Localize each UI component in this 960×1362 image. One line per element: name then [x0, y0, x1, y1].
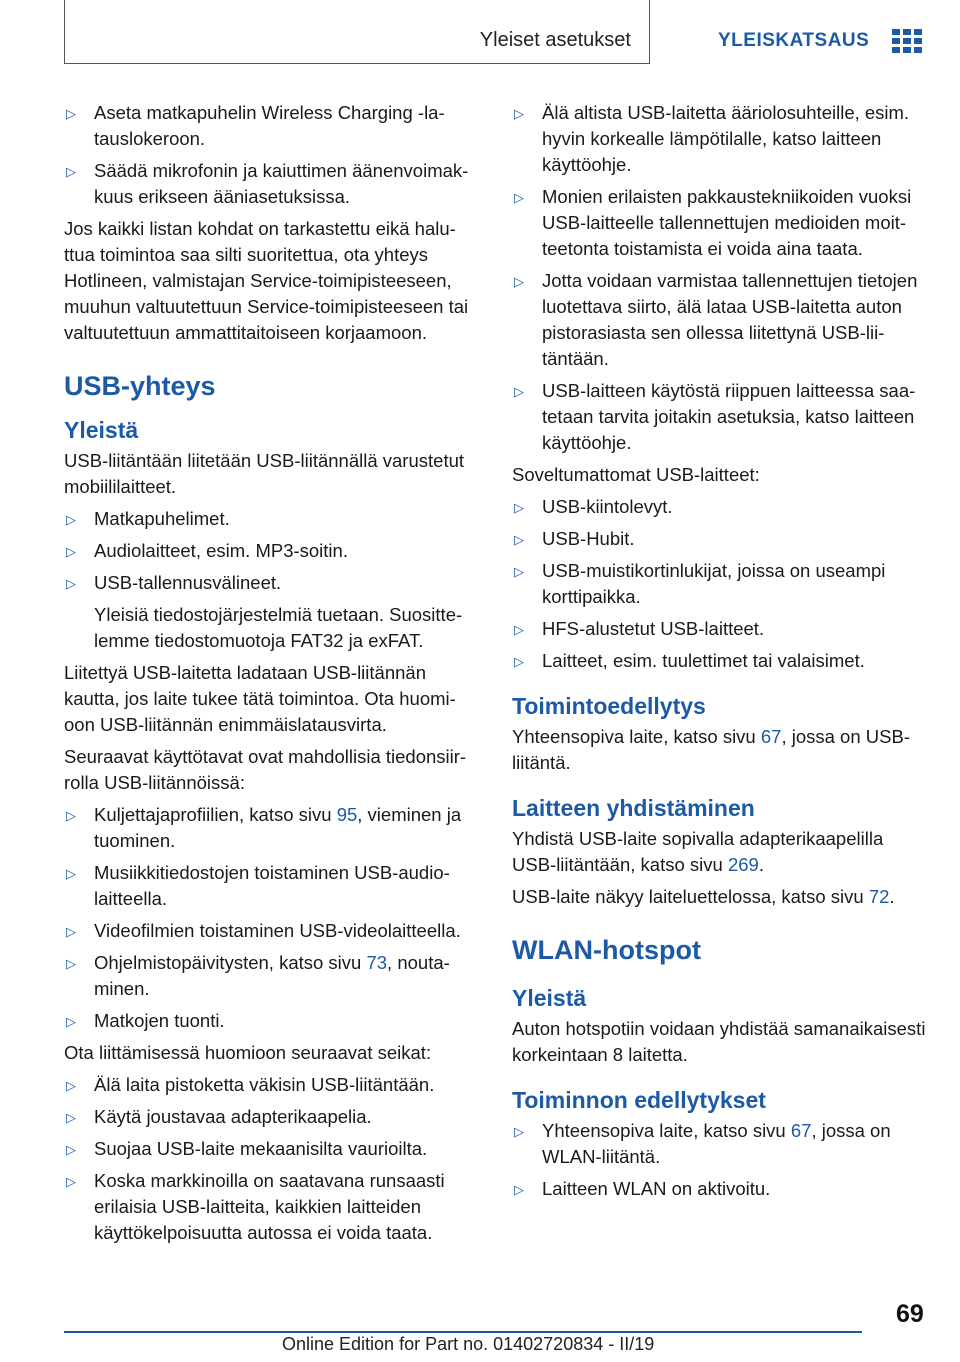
list-item-note: Yleisiä tiedostojärjestelmiä tuetaan. Suosittelemme tiedostomuotoja FAT32 ja exFAT. — [94, 604, 463, 651]
bullet-triangle-icon: ▷ — [66, 164, 76, 179]
subheading-toimintoedellytys: Toimintoedellytys — [512, 693, 706, 719]
list-item: ▷ USB-muistikortinlukijat, joissa on useampi korttipaikka. — [514, 560, 886, 607]
page-link[interactable]: 67 — [760, 726, 782, 747]
bullet-triangle-icon: ▷ — [514, 1124, 524, 1139]
paragraph: Yhteensopiva laite, katso sivu 67, jossa on USB-liitäntä. — [512, 726, 910, 773]
list-item: ▷ USB-Hubit. — [512, 526, 926, 552]
page-link[interactable]: 73 — [366, 952, 388, 973]
bullet-triangle-icon: ▷ — [514, 622, 524, 637]
page-number: 69 — [896, 1300, 924, 1328]
list-item: ▷ Audiolaitteet, esim. MP3-soitin. — [64, 538, 476, 564]
list-item: ▷ Videofilmien toistaminen USB-videolaitteella. — [64, 918, 476, 944]
bullet-triangle-icon: ▷ — [66, 576, 76, 591]
subheading-yleista: Yleistä — [64, 417, 139, 443]
paragraph: Soveltumattomat USB-laitteet: — [512, 464, 760, 485]
bullet-triangle-icon: ▷ — [66, 512, 76, 527]
bullet-triangle-icon: ▷ — [66, 808, 76, 823]
bullet-triangle-icon: ▷ — [514, 1182, 524, 1197]
grid-icon — [892, 29, 922, 53]
paragraph: Liitettyä USB-laitetta ladataan USB-liitännän kautta, jos laite tukee tätä toimintoa. Ota huomioon USB-liitännän enimmäislatausvirta. — [64, 662, 456, 735]
bullet-triangle-icon: ▷ — [66, 544, 76, 559]
list-item: ▷ USB-laitteen käytöstä riippuen laitteessa saatetaan tarvita joitakin asetuksia, katso laitteen käyttöohje. — [514, 380, 916, 453]
page-link[interactable]: 269 — [727, 854, 759, 875]
footer-divider — [64, 1331, 862, 1333]
bullet-triangle-icon: ▷ — [66, 1014, 76, 1029]
list-item: ▷ Älä altista USB-laitetta ääriolosuhteille, esim. hyvin korkealle lämpötilalle, katso laitteen käyttöohje. — [514, 102, 910, 175]
bullet-triangle-icon: ▷ — [514, 274, 524, 289]
bullet-triangle-icon: ▷ — [66, 1078, 76, 1093]
paragraph: Yhdistä USB-laite sopivalla adapterikaapelilla USB-liitäntään, katso sivu 269. — [512, 828, 884, 875]
section-heading-usb: USB-yhteys — [64, 371, 216, 401]
list-item: ▷ HFS-alustetut USB-laitteet. — [512, 616, 926, 642]
list-item: ▷ Monien erilaisten pakkaustekniikoiden vuoksi USB-laitteelle tallennettujen medioiden moitteetonta toistamista ei voida aina taata. — [514, 186, 912, 259]
bullet-triangle-icon: ▷ — [66, 956, 76, 971]
bullet-triangle-icon: ▷ — [514, 654, 524, 669]
list-item: ▷ Säädä mikrofonin ja kaiuttimen äänenvoimakkuus erikseen ääniasetuksissa. — [66, 160, 469, 207]
right-column — [512, 100, 926, 1208]
header-section-title: Yleiset asetukset — [479, 29, 631, 51]
list-item: ▷ Laitteet, esim. tuulettimet tai valaisimet. — [512, 648, 926, 674]
list-item: ▷ Jotta voidaan varmistaa tallennettujen tietojen luotettava siirto, älä lataa USB-laitetta auton pistorasiasta sen ollessa liitettynä USB-liitäntään. — [514, 270, 918, 369]
bullet-triangle-icon: ▷ — [514, 564, 524, 579]
subheading-edellytykset: Toiminnon edellytykset — [512, 1087, 766, 1113]
paragraph: USB-liitäntään liitetään USB-liitännällä varustetut mobiililaitteet. — [64, 450, 465, 497]
list-item: ▷ Käytä joustavaa adapterikaapelia. — [64, 1104, 476, 1130]
page-link[interactable]: 67 — [790, 1120, 812, 1141]
list-item: ▷ USB-kiintolevyt. — [512, 494, 926, 520]
page-link[interactable]: 72 — [868, 886, 890, 907]
page-link[interactable]: 95 — [336, 804, 358, 825]
subheading-yhdistaminen: Laitteen yhdistäminen — [512, 795, 755, 821]
bullet-triangle-icon: ▷ — [66, 866, 76, 881]
list-item: ▷ Koska markkinoilla on saatavana runsaasti erilaisia USB-laitteita, kaikkien laitteiden käyttökelpoisuutta autossa ei voida taata. — [66, 1170, 445, 1243]
bullet-triangle-icon: ▷ — [514, 532, 524, 547]
paragraph: USB-laite näkyy laiteluettelossa, katso sivu 72. — [512, 886, 895, 907]
bullet-triangle-icon: ▷ — [514, 384, 524, 399]
subheading-yleista: Yleistä — [512, 985, 587, 1011]
bullet-triangle-icon: ▷ — [66, 106, 76, 121]
list-item: ▷ Yhteensopiva laite, katso sivu 67, jossa on WLAN-liitäntä. — [514, 1120, 891, 1167]
footer-edition: Online Edition for Part no. 01402720834 - II/19 — [282, 1334, 655, 1354]
list-item: ▷ Matkapuhelimet. — [64, 506, 476, 532]
header-chapter-tab[interactable] — [662, 0, 960, 64]
bullet-triangle-icon: ▷ — [66, 1110, 76, 1125]
paragraph: Auton hotspotiin voidaan yhdistää samanaikaisesti korkeintaan 8 laitetta. — [512, 1018, 926, 1065]
left-column — [64, 100, 476, 1252]
header-section-box — [64, 0, 650, 64]
list-item: ▷ Ohjelmistopäivitysten, katso sivu 73, noutaminen. — [66, 952, 450, 999]
bullet-triangle-icon: ▷ — [66, 1174, 76, 1189]
list-item: ▷ Matkojen tuonti. — [64, 1008, 476, 1034]
list-item: ▷ Musiikkitiedostojen toistaminen USB-audiolaitteella. — [66, 862, 450, 909]
list-item: ▷ Kuljettajaprofiilien, katso sivu 95, vieminen ja tuominen. — [66, 804, 462, 851]
list-item: ▷ USB-tallennusvälineet. — [64, 570, 476, 596]
paragraph: Ota liittämisessä huomioon seuraavat seikat: — [64, 1042, 432, 1063]
bullet-triangle-icon: ▷ — [514, 500, 524, 515]
bullet-triangle-icon: ▷ — [514, 106, 524, 121]
bullet-triangle-icon: ▷ — [66, 1142, 76, 1157]
list-item: ▷ Älä laita pistoketta väkisin USB-liitäntään. — [64, 1072, 476, 1098]
paragraph: Seuraavat käyttötavat ovat mahdollisia tiedonsiirrolla USB-liitännöissä: — [64, 746, 467, 793]
paragraph: Jos kaikki listan kohdat on tarkastettu eikä haluttua toimintoa saa silti suoritettua, ota yhteys Hotlineen, valmistajan Service-toimipisteeseen, muuhun valtuutettuun Service-toimipisteeseen tai valtuutettuun ammattitaitoiseen korjaamoon. — [64, 218, 469, 343]
bullet-triangle-icon: ▷ — [514, 190, 524, 205]
bullet-triangle-icon: ▷ — [66, 924, 76, 939]
list-item: ▷ Laitteen WLAN on aktivoitu. — [512, 1176, 926, 1202]
list-item: ▷ Suojaa USB-laite mekaanisilta vaurioilta. — [64, 1136, 476, 1162]
list-item: ▷ Aseta matkapuhelin Wireless Charging -latauslokeroon. — [66, 102, 445, 149]
section-heading-wlan: WLAN-hotspot — [512, 935, 701, 965]
chapter-label: YLEISKATSAUS — [718, 30, 870, 51]
